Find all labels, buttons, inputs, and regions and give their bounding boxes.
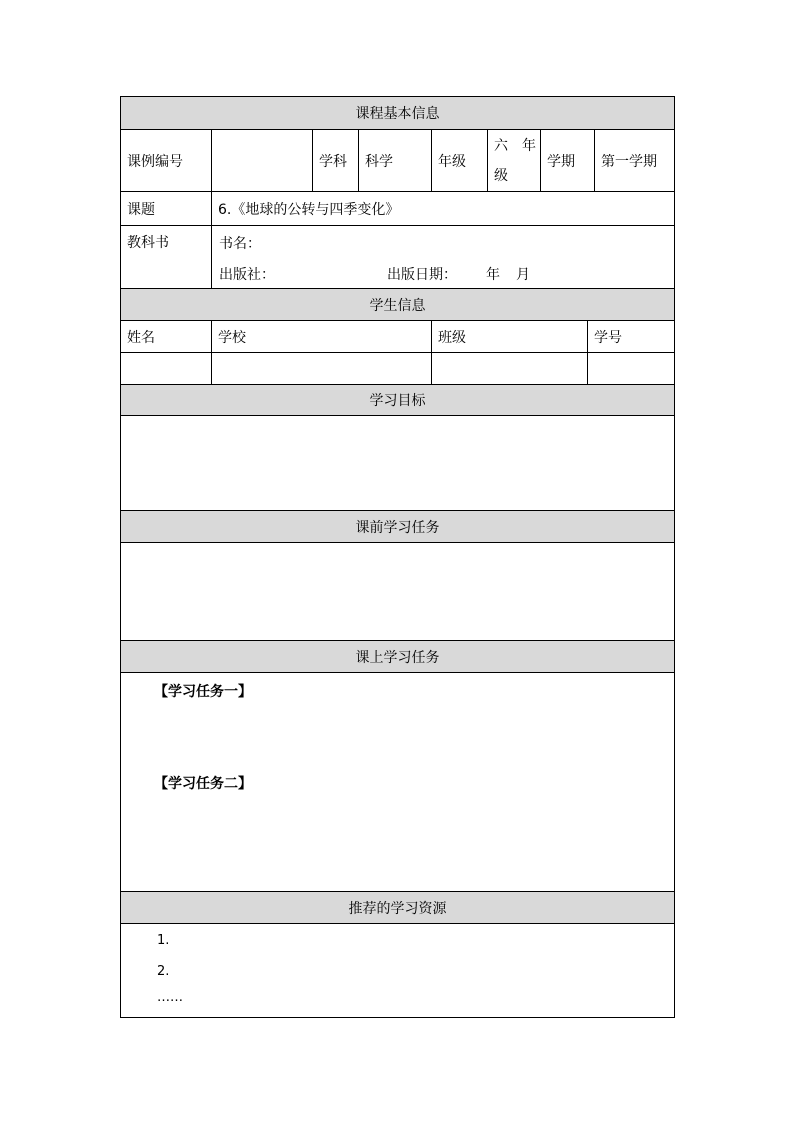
study-sheet-table <box>120 96 675 1018</box>
in-class-header-text: 课上学习任务 <box>355 649 440 666</box>
task-one-label: 【学习任务一】 <box>154 684 252 700</box>
resource-more: …… <box>157 990 183 1005</box>
in-class-body[interactable] <box>121 673 674 892</box>
student-no-value[interactable] <box>588 353 674 384</box>
school-label: 学校 <box>212 321 432 352</box>
resource-item-1: 1. <box>157 933 170 948</box>
goals-body[interactable] <box>121 416 674 511</box>
goals-header <box>121 385 674 416</box>
student-info-header <box>121 289 674 321</box>
basic-info-header <box>121 97 674 130</box>
pre-tasks-header-text: 课前学习任务 <box>355 519 440 536</box>
name-label: 姓名 <box>121 321 212 352</box>
pub-date-label: 出版日期： <box>387 267 457 283</box>
grade-label: 年级 <box>432 130 488 191</box>
grade-value: 六 年 级 <box>488 130 541 191</box>
school-value[interactable] <box>212 353 432 384</box>
resource-item-2: 2. <box>157 964 170 979</box>
resources-body[interactable] <box>121 924 674 1017</box>
class-value[interactable] <box>432 353 588 384</box>
topic-row <box>121 192 674 226</box>
resources-header <box>121 892 674 924</box>
student-no-label: 学号 <box>594 329 622 346</box>
name-value[interactable] <box>121 353 212 384</box>
subject-value: 科学 <box>359 130 432 191</box>
textbook-row <box>121 226 674 289</box>
publisher-label: 出版社： <box>219 267 275 283</box>
case-no-label: 课例编号 <box>121 130 212 191</box>
student-info-header-text: 学生信息 <box>369 297 426 314</box>
case-no-value <box>212 130 313 191</box>
class-label: 班级 <box>432 321 588 352</box>
subject-label: 学科 <box>313 130 359 191</box>
pre-tasks-header <box>121 511 674 543</box>
book-name-label: 书名： <box>219 236 261 252</box>
student-values-row <box>121 353 674 385</box>
in-class-header <box>121 641 674 673</box>
month-label: 月 <box>516 267 530 283</box>
basic-info-header-text: 课程基本信息 <box>355 106 440 122</box>
topic-label: 课题 <box>121 192 212 225</box>
goals-header-text: 学习目标 <box>369 393 426 409</box>
resources-header-text: 推荐的学习资源 <box>348 900 447 917</box>
student-labels-row <box>121 321 674 353</box>
task-two-label: 【学习任务二】 <box>154 776 252 792</box>
textbook-label: 教科书 <box>121 226 212 288</box>
term-label: 学期 <box>541 130 595 191</box>
year-label: 年 <box>486 267 500 283</box>
basic-info-row <box>121 130 674 192</box>
term-value: 第一学期 <box>601 153 657 170</box>
pre-tasks-body[interactable] <box>121 543 674 641</box>
topic-value: 6.《地球的公转与四季变化》 <box>218 201 400 218</box>
